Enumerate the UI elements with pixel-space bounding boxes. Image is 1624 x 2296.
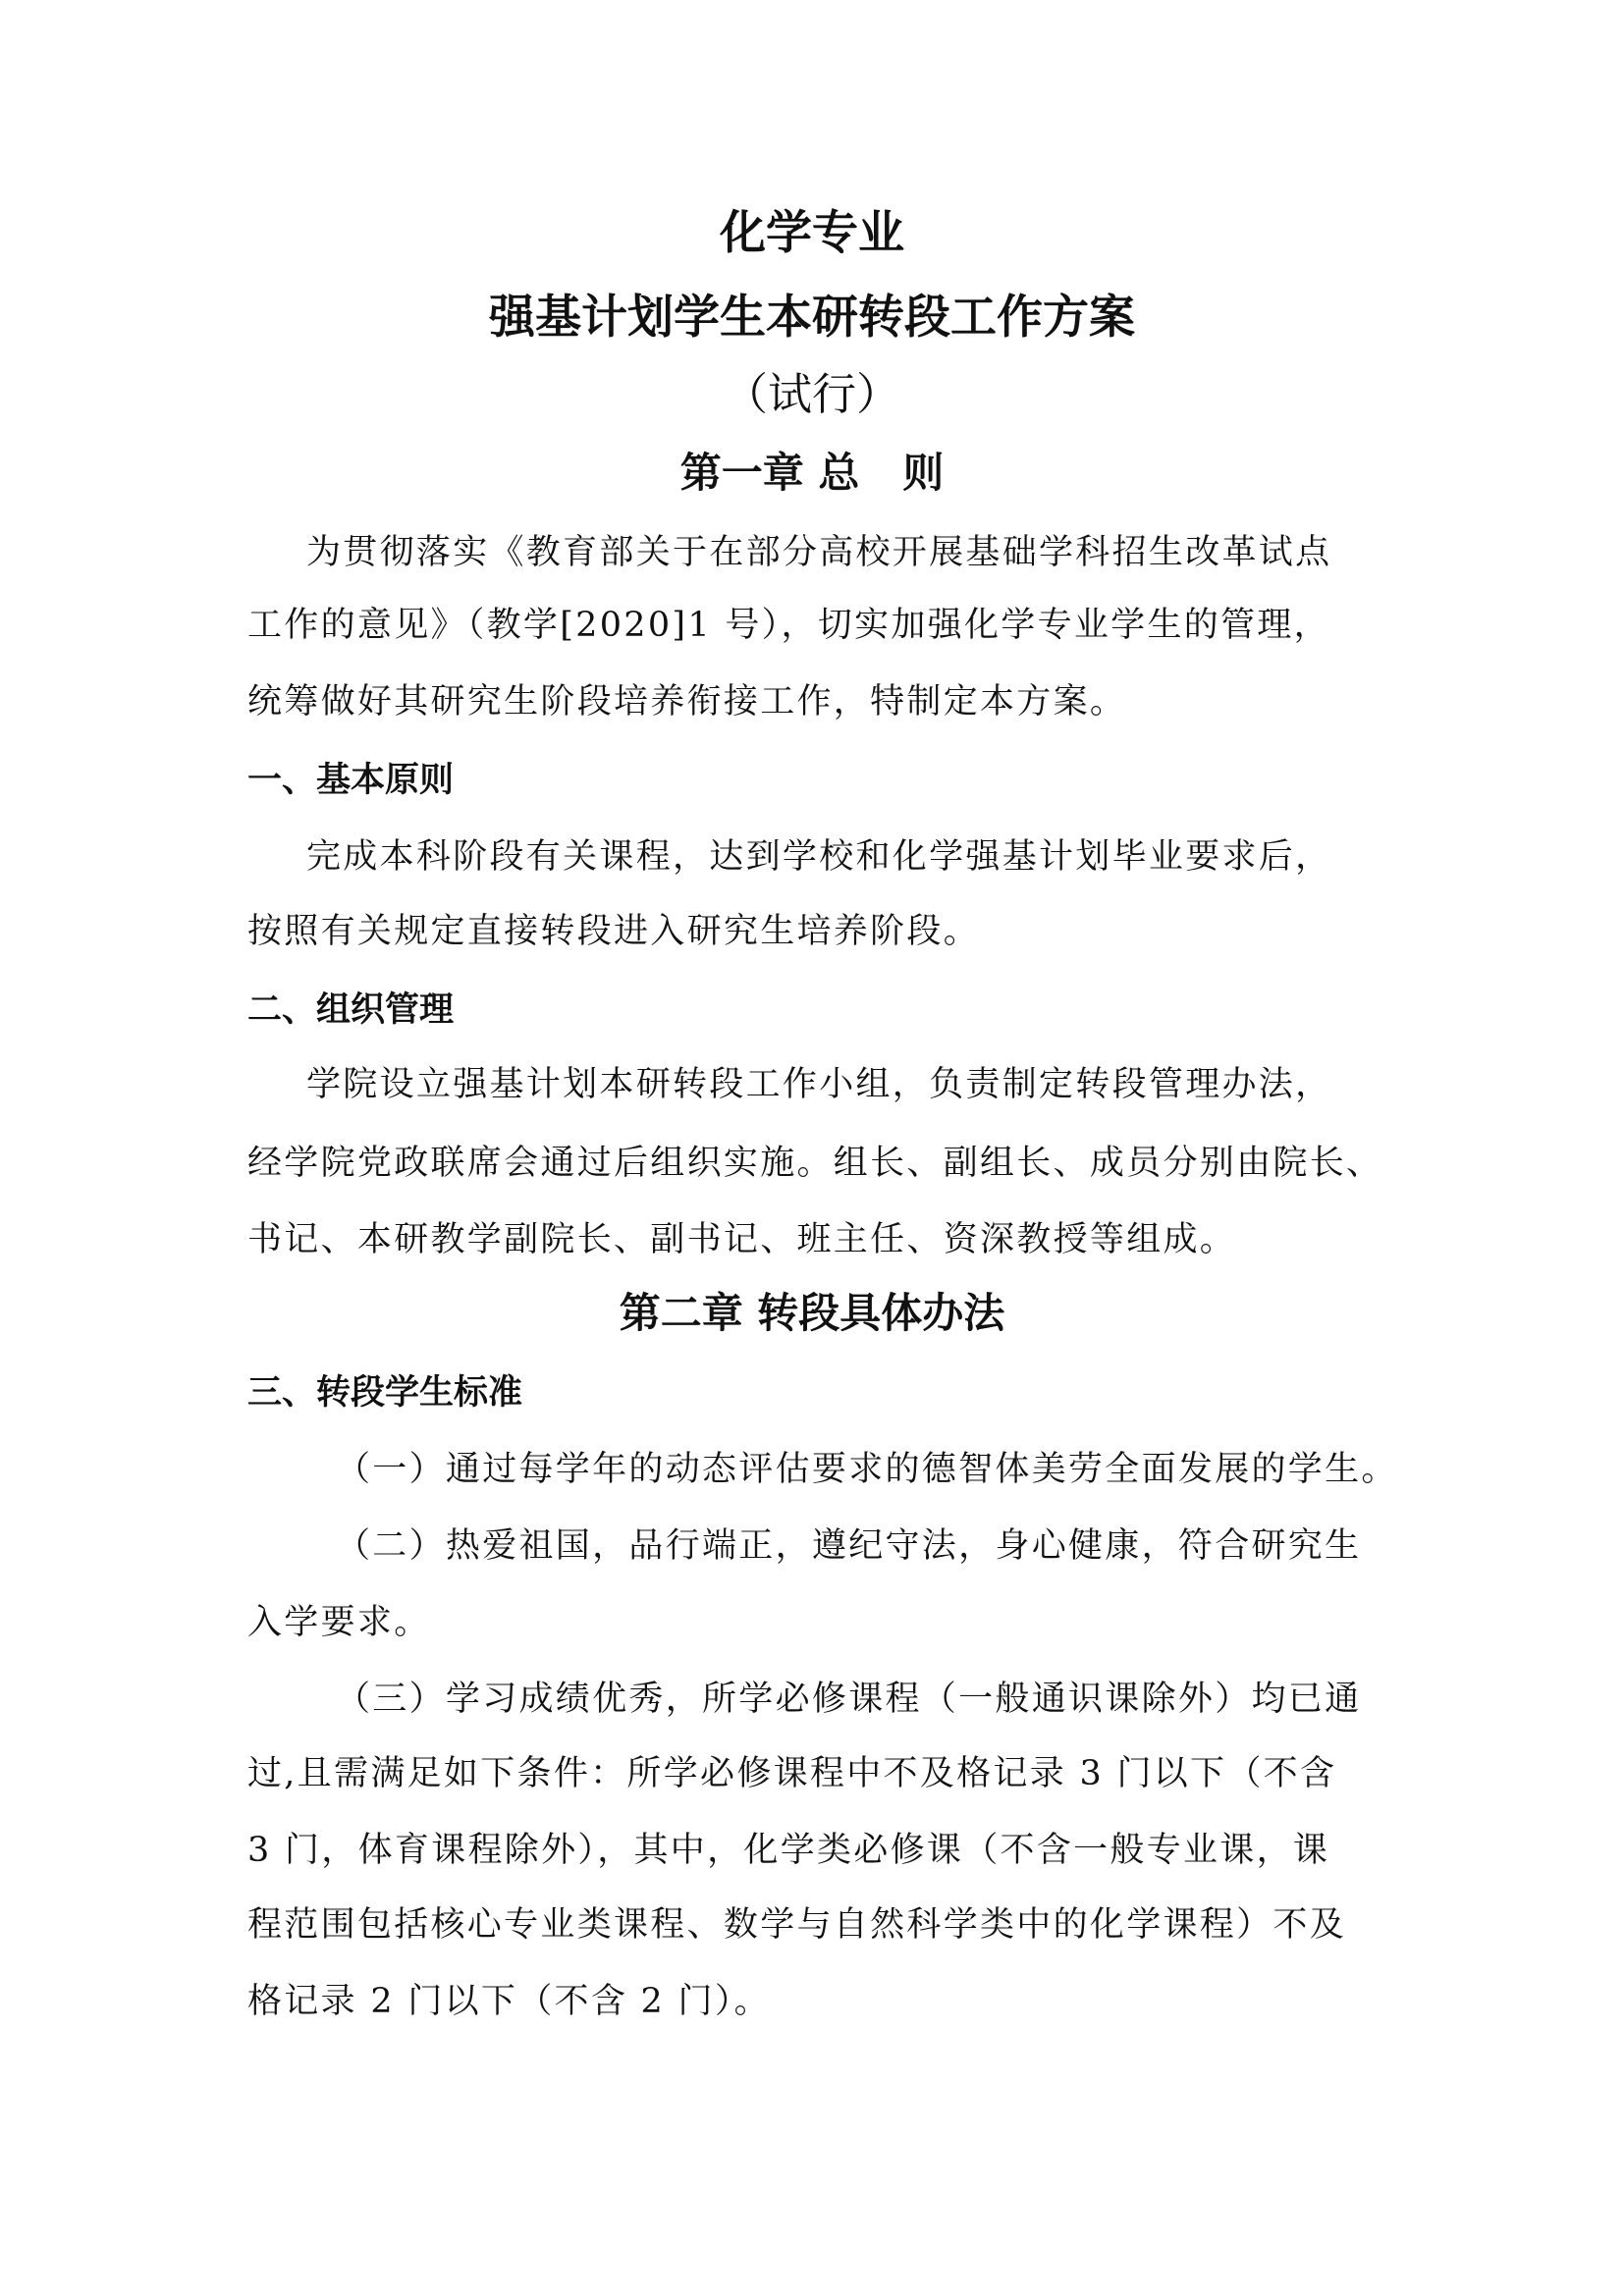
intro-line: 统筹做好其研究生阶段培养衔接工作，特制定本方案。 bbox=[247, 682, 1127, 721]
document-subtitle: （试行） bbox=[723, 368, 900, 420]
chapter2-heading: 第二章 转段具体办法 bbox=[619, 1289, 1005, 1337]
intro-line: 为贯彻落实《教育部关于在部分高校开展基础学科招生改革试点 bbox=[306, 533, 1332, 572]
item3-line: （三）学习成绩优秀，所学必修课程（一般通识课除外）均已通 bbox=[336, 1680, 1362, 1719]
intro-line: 工作的意见》（教学[2020]1 号），切实加强化学专业学生的管理， bbox=[247, 606, 1330, 645]
item1-line: （一）通过每学年的动态评估要求的德智体美劳全面发展的学生。 bbox=[336, 1450, 1398, 1489]
document-title-line2: 强基计划学生本研转段工作方案 bbox=[489, 291, 1135, 345]
section2-line: 经学院党政联席会通过后组织实施。组长、副组长、成员分别由院长、 bbox=[247, 1144, 1383, 1183]
section2-heading: 二、组织管理 bbox=[247, 990, 455, 1030]
chapter1-heading: 第一章 总 则 bbox=[679, 449, 945, 497]
section2-line: 书记、本研教学副院长、副书记、班主任、资深教授等组成。 bbox=[247, 1220, 1237, 1259]
item3-line: 过,且需满足如下条件：所学必修课程中不及格记录 3 门以下（不含 bbox=[247, 1754, 1337, 1793]
item2-line: 入学要求。 bbox=[247, 1603, 431, 1642]
section1-line: 按照有关规定直接转段进入研究生培养阶段。 bbox=[247, 912, 981, 951]
section1-line: 完成本科阶段有关课程，达到学校和化学强基计划毕业要求后， bbox=[306, 837, 1332, 877]
item3-line: 3 门，体育课程除外），其中，化学类必修课（不含一般专业课，课 bbox=[247, 1831, 1330, 1870]
section2-line: 学院设立强基计划本研转段工作小组，负责制定转段管理办法， bbox=[306, 1065, 1332, 1104]
item2-line: （二）热爱祖国，品行端正，遵纪守法，身心健康，符合研究生 bbox=[336, 1526, 1362, 1566]
item3-line: 程范围包括核心专业类课程、数学与自然科学类中的化学课程）不及 bbox=[247, 1905, 1347, 1945]
document-title-line1: 化学专业 bbox=[720, 206, 904, 260]
section3-heading: 三、转段学生标准 bbox=[247, 1373, 523, 1413]
item3-line: 格记录 2 门以下（不含 2 门）。 bbox=[247, 1982, 771, 2021]
section1-heading: 一、基本原则 bbox=[247, 761, 455, 800]
